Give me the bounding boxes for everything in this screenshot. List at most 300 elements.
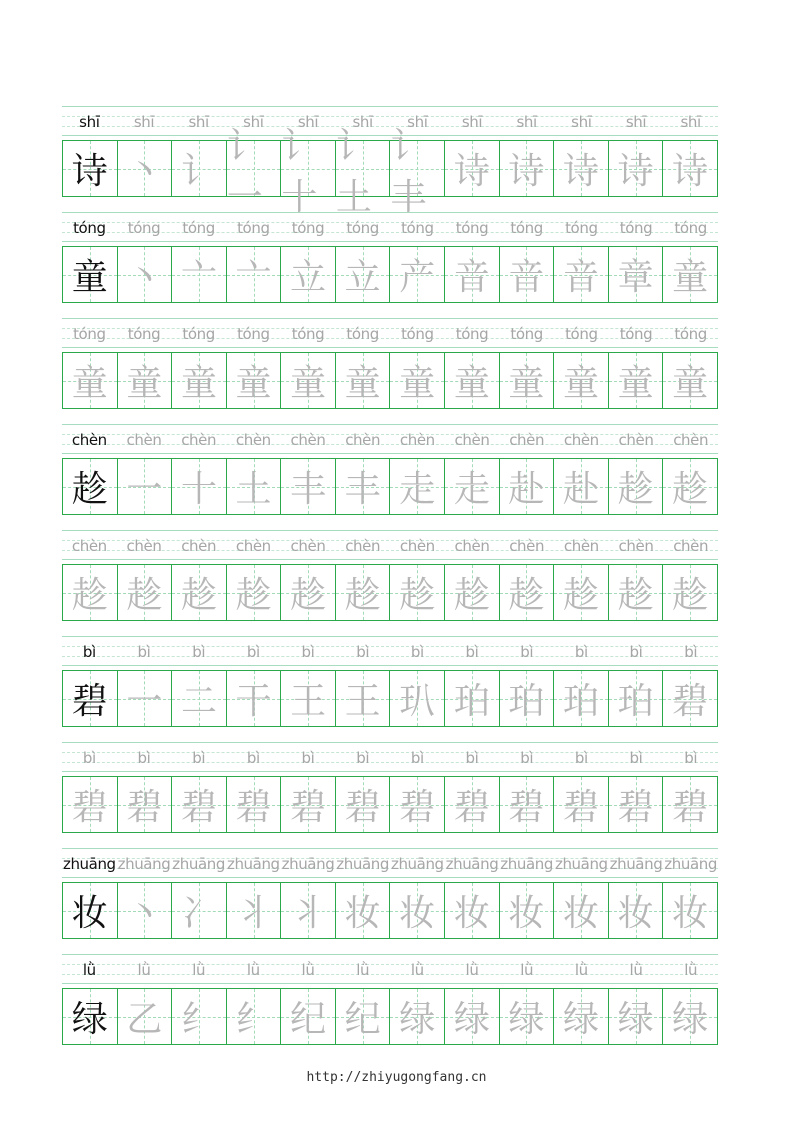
tianzige-cell bbox=[499, 459, 554, 514]
pinyin-text: bì bbox=[82, 643, 96, 661]
pinyin-text: chèn bbox=[71, 431, 107, 449]
trace-character: 赴 bbox=[562, 469, 599, 510]
character-grid bbox=[62, 352, 718, 409]
trace-character: 童 bbox=[508, 363, 545, 404]
tianzige-cell bbox=[662, 353, 717, 408]
pinyin-text: chèn bbox=[509, 431, 545, 449]
pinyin-text: chèn bbox=[126, 537, 162, 555]
tianzige-cell bbox=[226, 565, 281, 620]
trace-character: 章 bbox=[617, 257, 654, 298]
pinyin-text: bì bbox=[574, 749, 588, 767]
model-character: 诗 bbox=[71, 151, 108, 192]
pinyin-text: tóng bbox=[510, 325, 543, 343]
pinyin-text: zhuāng bbox=[281, 855, 335, 873]
pinyin-text: bì bbox=[246, 643, 260, 661]
trace-character: 趁 bbox=[126, 575, 163, 616]
tianzige-cell bbox=[171, 671, 226, 726]
trace-character: 纟 bbox=[180, 999, 217, 1040]
tianzige-cell bbox=[553, 353, 608, 408]
tianzige-cell bbox=[335, 989, 390, 1044]
trace-character: 音 bbox=[508, 257, 545, 298]
tianzige-cell bbox=[280, 247, 335, 302]
trace-character: 诗 bbox=[562, 151, 599, 192]
pinyin-text: lǜ bbox=[301, 961, 315, 979]
trace-character: 碧 bbox=[71, 787, 108, 828]
trace-character: 干 bbox=[235, 681, 272, 722]
pinyin-text: bì bbox=[192, 643, 206, 661]
trace-character: 碧 bbox=[562, 787, 599, 828]
trace-character: 纪 bbox=[290, 999, 327, 1040]
tianzige-cell bbox=[389, 565, 444, 620]
trace-character: 丰 bbox=[344, 469, 381, 510]
tianzige-cell bbox=[553, 883, 608, 938]
trace-character: 妆 bbox=[617, 893, 654, 934]
trace-character: 碧 bbox=[672, 681, 709, 722]
pinyin-text: tóng bbox=[565, 325, 598, 343]
pinyin-text: shī bbox=[516, 113, 537, 131]
tianzige-cell bbox=[389, 125, 444, 218]
pinyin-text: lǜ bbox=[410, 961, 424, 979]
pinyin-text: zhuāng bbox=[390, 855, 444, 873]
trace-character: 丬 bbox=[290, 893, 327, 934]
trace-character: 碧 bbox=[453, 787, 490, 828]
trace-character: 讠十 bbox=[281, 125, 318, 218]
pinyin-text: tóng bbox=[291, 219, 325, 237]
pinyin-text: chèn bbox=[235, 537, 271, 555]
pinyin-text: shī bbox=[79, 113, 100, 131]
trace-character: 王 bbox=[344, 681, 381, 722]
pinyin-text: chèn bbox=[235, 431, 271, 449]
tianzige-cell bbox=[499, 247, 554, 302]
tianzige-cell bbox=[117, 883, 172, 938]
practice-row bbox=[62, 318, 718, 424]
tianzige-cell bbox=[499, 565, 554, 620]
trace-character: 珀 bbox=[508, 681, 545, 722]
trace-character: 妆 bbox=[672, 893, 709, 934]
trace-character: 妆 bbox=[562, 893, 599, 934]
pinyin-text: chèn bbox=[181, 431, 217, 449]
tianzige-cell bbox=[553, 459, 608, 514]
trace-character: 诗 bbox=[617, 151, 654, 192]
tianzige-cell bbox=[499, 141, 554, 196]
pinyin-text: bì bbox=[301, 643, 315, 661]
trace-character: 碧 bbox=[399, 787, 436, 828]
pinyin-text: zhuāng bbox=[226, 855, 280, 873]
footer-url: http://zhiyugongfang.cn bbox=[306, 1070, 487, 1085]
trace-character: 绿 bbox=[562, 999, 599, 1040]
pinyin-text: zhuāng bbox=[336, 855, 390, 873]
tianzige-cell bbox=[171, 777, 226, 832]
trace-character: 玐 bbox=[399, 681, 436, 722]
tianzige-cell bbox=[662, 883, 717, 938]
trace-character: 绿 bbox=[453, 999, 490, 1040]
tianzige-cell bbox=[553, 141, 608, 196]
trace-character: 趁 bbox=[344, 575, 381, 616]
tianzige-cell bbox=[499, 353, 554, 408]
trace-character: 立 bbox=[344, 257, 381, 298]
tianzige-cell bbox=[444, 141, 499, 196]
trace-character: 讠 bbox=[180, 151, 217, 192]
trace-character: 王 bbox=[290, 681, 327, 722]
tianzige-cell bbox=[226, 777, 281, 832]
trace-character: 趁 bbox=[672, 469, 709, 510]
tianzige-cell bbox=[171, 883, 226, 938]
pinyin-text: chèn bbox=[345, 537, 381, 555]
tianzige-cell bbox=[335, 565, 390, 620]
tianzige-cell bbox=[63, 777, 117, 832]
tianzige-cell bbox=[608, 671, 663, 726]
trace-character: 诗 bbox=[672, 151, 709, 192]
tianzige-cell bbox=[63, 353, 117, 408]
pinyin-text: tóng bbox=[401, 219, 434, 237]
pinyin-text: tóng bbox=[401, 325, 434, 343]
pinyin-text: bì bbox=[629, 643, 643, 661]
tianzige-cell bbox=[499, 883, 554, 938]
tianzige-cell bbox=[117, 989, 172, 1044]
trace-character: 童 bbox=[617, 363, 654, 404]
trace-character: 乙 bbox=[126, 999, 163, 1040]
character-grid bbox=[62, 246, 718, 303]
pinyin-text: chèn bbox=[290, 537, 326, 555]
tianzige-cell bbox=[662, 247, 717, 302]
trace-character: 走 bbox=[399, 469, 436, 510]
tianzige-cell bbox=[117, 141, 172, 196]
tianzige-cell bbox=[444, 883, 499, 938]
pinyin-line bbox=[62, 742, 718, 772]
tianzige-cell bbox=[553, 989, 608, 1044]
character-grid bbox=[62, 988, 718, 1045]
tianzige-cell bbox=[389, 459, 444, 514]
practice-row bbox=[62, 742, 718, 848]
tianzige-cell bbox=[171, 247, 226, 302]
tianzige-cell bbox=[662, 777, 717, 832]
trace-character: 童 bbox=[672, 257, 709, 298]
pinyin-text: chèn bbox=[618, 431, 654, 449]
tianzige-cell bbox=[444, 353, 499, 408]
trace-character: 童 bbox=[399, 363, 436, 404]
trace-character: 趁 bbox=[453, 575, 490, 616]
model-character: 碧 bbox=[71, 681, 108, 722]
tianzige-cell bbox=[226, 989, 281, 1044]
trace-character: 一 bbox=[126, 469, 163, 510]
practice-sheet bbox=[62, 106, 718, 1060]
pinyin-text: zhuāng bbox=[609, 855, 663, 873]
pinyin-text: lǜ bbox=[82, 961, 96, 979]
practice-row bbox=[62, 954, 718, 1060]
pinyin-text: tóng bbox=[619, 325, 653, 343]
tianzige-cell bbox=[226, 671, 281, 726]
trace-character: 童 bbox=[126, 363, 163, 404]
tianzige-cell bbox=[444, 671, 499, 726]
tianzige-cell bbox=[608, 883, 663, 938]
pinyin-line bbox=[62, 954, 718, 984]
pinyin-text: tóng bbox=[346, 219, 379, 237]
trace-character: 妆 bbox=[508, 893, 545, 934]
pinyin-text: chèn bbox=[454, 431, 490, 449]
tianzige-cell bbox=[608, 989, 663, 1044]
model-character: 绿 bbox=[71, 999, 108, 1040]
pinyin-text: shī bbox=[680, 113, 701, 131]
tianzige-cell bbox=[499, 777, 554, 832]
pinyin-line bbox=[62, 530, 718, 560]
pinyin-text: tóng bbox=[127, 325, 161, 343]
pinyin-text: shī bbox=[571, 113, 592, 131]
tianzige-cell bbox=[335, 777, 390, 832]
pinyin-text: zhuāng bbox=[172, 855, 226, 873]
character-grid bbox=[62, 564, 718, 621]
pinyin-text: tóng bbox=[674, 325, 707, 343]
pinyin-line bbox=[62, 636, 718, 666]
trace-character: 丶 bbox=[126, 257, 163, 298]
practice-row bbox=[62, 848, 718, 954]
trace-character: 讠土 bbox=[335, 125, 372, 218]
pinyin-text: tóng bbox=[237, 219, 270, 237]
pinyin-text: chèn bbox=[454, 537, 490, 555]
trace-character: 妆 bbox=[453, 893, 490, 934]
practice-row bbox=[62, 424, 718, 530]
tianzige-cell bbox=[499, 989, 554, 1044]
trace-character: 绿 bbox=[399, 999, 436, 1040]
trace-character: 立 bbox=[290, 257, 327, 298]
pinyin-text: lǜ bbox=[192, 961, 206, 979]
tianzige-cell bbox=[280, 989, 335, 1044]
tianzige-cell bbox=[117, 565, 172, 620]
tianzige-cell bbox=[280, 883, 335, 938]
trace-character: 音 bbox=[562, 257, 599, 298]
trace-character: 亠 bbox=[235, 257, 272, 298]
tianzige-cell bbox=[389, 671, 444, 726]
trace-character: 赴 bbox=[508, 469, 545, 510]
tianzige-cell bbox=[280, 353, 335, 408]
practice-row bbox=[62, 530, 718, 636]
trace-character: 珀 bbox=[562, 681, 599, 722]
pinyin-text: shī bbox=[625, 113, 647, 131]
pinyin-text: chèn bbox=[345, 431, 381, 449]
tianzige-cell bbox=[171, 353, 226, 408]
tianzige-cell bbox=[444, 459, 499, 514]
tianzige-cell bbox=[662, 565, 717, 620]
trace-character: 趁 bbox=[617, 575, 654, 616]
trace-character: 趁 bbox=[672, 575, 709, 616]
tianzige-cell bbox=[608, 141, 663, 196]
trace-character: 童 bbox=[235, 363, 272, 404]
pinyin-text: shī bbox=[407, 113, 428, 131]
pinyin-text: chèn bbox=[673, 431, 709, 449]
pinyin-text: chèn bbox=[181, 537, 217, 555]
trace-character: 诗 bbox=[453, 151, 490, 192]
trace-character: 碧 bbox=[672, 787, 709, 828]
tianzige-cell bbox=[335, 459, 390, 514]
pinyin-text: bì bbox=[82, 749, 96, 767]
pinyin-text: tóng bbox=[619, 219, 653, 237]
tianzige-cell bbox=[499, 671, 554, 726]
trace-character: 碧 bbox=[508, 787, 545, 828]
trace-character: 碧 bbox=[180, 787, 217, 828]
pinyin-line bbox=[62, 318, 718, 348]
pinyin-text: tóng bbox=[455, 219, 489, 237]
pinyin-text: bì bbox=[465, 749, 479, 767]
trace-character: 趁 bbox=[180, 575, 217, 616]
tianzige-cell bbox=[117, 459, 172, 514]
tianzige-cell bbox=[662, 459, 717, 514]
trace-character: 珀 bbox=[453, 681, 490, 722]
pinyin-text: tóng bbox=[510, 219, 543, 237]
trace-character: 产 bbox=[399, 257, 436, 298]
pinyin-text: bì bbox=[574, 643, 588, 661]
pinyin-text: tóng bbox=[182, 325, 215, 343]
tianzige-cell bbox=[389, 989, 444, 1044]
pinyin-text: zhuāng bbox=[62, 855, 116, 873]
pinyin-text: tóng bbox=[565, 219, 598, 237]
model-character: 妆 bbox=[71, 893, 108, 934]
trace-character: 丶 bbox=[126, 151, 163, 192]
tianzige-cell bbox=[389, 247, 444, 302]
tianzige-cell bbox=[608, 247, 663, 302]
trace-character: 绿 bbox=[508, 999, 545, 1040]
tianzige-cell bbox=[389, 353, 444, 408]
trace-character: 趁 bbox=[235, 575, 272, 616]
tianzige-cell bbox=[444, 565, 499, 620]
trace-character: 童 bbox=[290, 363, 327, 404]
trace-character: 趁 bbox=[562, 575, 599, 616]
pinyin-text: lǜ bbox=[356, 961, 370, 979]
tianzige-cell bbox=[171, 989, 226, 1044]
trace-character: 童 bbox=[562, 363, 599, 404]
tianzige-cell bbox=[226, 247, 281, 302]
trace-character: 妆 bbox=[344, 893, 381, 934]
model-character: 童 bbox=[71, 257, 108, 298]
pinyin-text: bì bbox=[465, 643, 479, 661]
trace-character: 童 bbox=[672, 363, 709, 404]
pinyin-text: chèn bbox=[563, 537, 599, 555]
tianzige-cell bbox=[171, 565, 226, 620]
tianzige-cell bbox=[226, 353, 281, 408]
tianzige-cell bbox=[662, 671, 717, 726]
pinyin-text: bì bbox=[410, 643, 424, 661]
tianzige-cell bbox=[608, 353, 663, 408]
pinyin-text: bì bbox=[137, 643, 151, 661]
practice-row bbox=[62, 212, 718, 318]
trace-character: 亠 bbox=[180, 257, 217, 298]
tianzige-cell bbox=[389, 883, 444, 938]
trace-character: 讠丰 bbox=[390, 125, 427, 218]
pinyin-text: zhuāng bbox=[664, 855, 718, 873]
trace-character: 趁 bbox=[71, 575, 108, 616]
pinyin-text: zhuāng bbox=[500, 855, 554, 873]
pinyin-text: chèn bbox=[126, 431, 162, 449]
tianzige-cell bbox=[444, 247, 499, 302]
pinyin-text: tóng bbox=[674, 219, 707, 237]
pinyin-text: lǜ bbox=[520, 961, 534, 979]
practice-row bbox=[62, 106, 718, 218]
tianzige-cell bbox=[608, 565, 663, 620]
pinyin-text: chèn bbox=[71, 537, 107, 555]
practice-row bbox=[62, 636, 718, 742]
trace-character: 童 bbox=[453, 363, 490, 404]
trace-character: 丬 bbox=[235, 893, 272, 934]
character-grid bbox=[62, 882, 718, 939]
tianzige-cell bbox=[335, 247, 390, 302]
pinyin-text: shī bbox=[297, 113, 319, 131]
tianzige-cell bbox=[226, 883, 281, 938]
tianzige-cell bbox=[171, 459, 226, 514]
trace-character: 音 bbox=[453, 257, 490, 298]
pinyin-text: chèn bbox=[673, 537, 709, 555]
pinyin-text: tóng bbox=[455, 325, 489, 343]
pinyin-text: bì bbox=[410, 749, 424, 767]
tianzige-cell bbox=[63, 459, 117, 514]
pinyin-text: shī bbox=[352, 113, 373, 131]
pinyin-text: lǜ bbox=[574, 961, 588, 979]
tianzige-cell bbox=[171, 141, 226, 196]
tianzige-cell bbox=[63, 671, 117, 726]
pinyin-text: tóng bbox=[73, 325, 106, 343]
trace-character: 珀 bbox=[617, 681, 654, 722]
pinyin-text: tóng bbox=[291, 325, 325, 343]
tianzige-cell bbox=[63, 989, 117, 1044]
trace-character: 绿 bbox=[617, 999, 654, 1040]
pinyin-text: bì bbox=[629, 749, 643, 767]
tianzige-cell bbox=[335, 353, 390, 408]
tianzige-cell bbox=[280, 777, 335, 832]
pinyin-text: shī bbox=[188, 113, 209, 131]
pinyin-text: shī bbox=[133, 113, 155, 131]
pinyin-text: bì bbox=[137, 749, 151, 767]
pinyin-text: tóng bbox=[73, 219, 106, 237]
trace-character: 纪 bbox=[344, 999, 381, 1040]
trace-character: 碧 bbox=[126, 787, 163, 828]
tianzige-cell bbox=[280, 125, 335, 218]
trace-character: 碧 bbox=[617, 787, 654, 828]
tianzige-cell bbox=[608, 459, 663, 514]
pinyin-text: tóng bbox=[237, 325, 270, 343]
model-character: 趁 bbox=[71, 469, 108, 510]
trace-character: 十 bbox=[180, 469, 217, 510]
trace-character: 碧 bbox=[290, 787, 327, 828]
tianzige-cell bbox=[117, 777, 172, 832]
trace-character: 二 bbox=[180, 681, 217, 722]
character-grid bbox=[62, 458, 718, 515]
trace-character: 妆 bbox=[399, 893, 436, 934]
trace-character: 一 bbox=[126, 681, 163, 722]
pinyin-text: tóng bbox=[127, 219, 161, 237]
pinyin-text: shī bbox=[461, 113, 483, 131]
tianzige-cell bbox=[63, 247, 117, 302]
pinyin-text: chèn bbox=[618, 537, 654, 555]
pinyin-text: zhuāng bbox=[445, 855, 499, 873]
pinyin-text: bì bbox=[192, 749, 206, 767]
tianzige-cell bbox=[117, 671, 172, 726]
character-grid bbox=[62, 125, 718, 218]
pinyin-text: lǜ bbox=[137, 961, 151, 979]
pinyin-text: tóng bbox=[182, 219, 215, 237]
pinyin-line bbox=[62, 424, 718, 454]
tianzige-cell bbox=[63, 141, 117, 196]
tianzige-cell bbox=[389, 777, 444, 832]
trace-character: 纟 bbox=[235, 999, 272, 1040]
tianzige-cell bbox=[117, 247, 172, 302]
trace-character: 诗 bbox=[508, 151, 545, 192]
tianzige-cell bbox=[226, 459, 281, 514]
pinyin-text: bì bbox=[301, 749, 315, 767]
pinyin-text: shī bbox=[243, 113, 264, 131]
character-grid bbox=[62, 776, 718, 833]
trace-character: 童 bbox=[344, 363, 381, 404]
trace-character: 冫 bbox=[180, 893, 217, 934]
pinyin-text: zhuāng bbox=[117, 855, 171, 873]
tianzige-cell bbox=[335, 125, 390, 218]
tianzige-cell bbox=[553, 777, 608, 832]
